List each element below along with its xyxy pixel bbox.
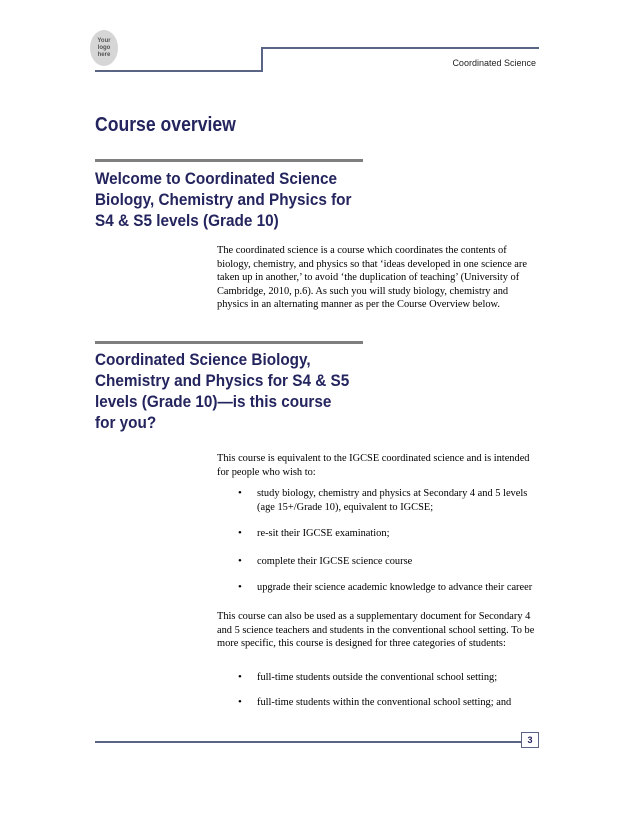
page-title: Course overview (95, 114, 236, 136)
list-item (217, 555, 539, 569)
header-rule-right (261, 47, 539, 49)
list-item (217, 581, 539, 595)
list-item (217, 527, 539, 541)
list-item-text: full-time students within the conventional school setting; and (257, 696, 512, 708)
list-item-text: full-time students outside the conventional school setting; (257, 672, 498, 683)
header-rule-step (261, 47, 263, 72)
list-item (217, 487, 539, 514)
list-item-text: study biology, chemistry and physics at Secondary 4 and 5 levels (age 15+/Grade 10), equivalent to IGCSE; (257, 488, 528, 513)
header-rule-left (95, 70, 263, 72)
page-number: 3 (521, 732, 539, 748)
student-category-list (217, 671, 539, 709)
list-item (217, 696, 539, 710)
intro-paragraph: This course is equivalent to the IGCSE coordinated science and is intended for people who wish to: (217, 453, 530, 478)
bullet-icon: • (238, 671, 242, 683)
welcome-paragraph: The coordinated science is a course which coordinates the contents of biology, chemistry, and physics so that ‘ideas developed in one science are taken up in another,’ to avoid ‘the duplication of teaching’ (University of Cambridge, 2010, p.6). As such you will study biology, chemistry and physics in an alternating manner as per the Course Overview below. (217, 245, 527, 311)
list-item-text: complete their IGCSE science course (257, 555, 413, 567)
bullet-icon: • (238, 487, 242, 499)
audience-list (217, 487, 539, 595)
bullet-icon: • (238, 527, 242, 540)
list-item (217, 671, 539, 685)
bullet-icon: • (238, 695, 242, 708)
bullet-icon: • (238, 554, 242, 567)
list-item-text: upgrade their science academic knowledge to advance their career (257, 582, 533, 594)
section-heading-is-this-for-you: Coordinated Science Biology, Chemistry and Physics for S4 & S5 levels (Grade 10)—is this course for you? (95, 350, 350, 432)
list-item-text: re-sit their IGCSE examination; (257, 528, 390, 540)
section-rule (95, 341, 363, 344)
bullet-icon: • (238, 581, 242, 594)
supplementary-paragraph: This course can also be used as a supplementary document for Secondary 4 and 5 science teachers and students in the conventional school setting. To be more specific, this course is designed for three categories of students: (217, 611, 535, 650)
running-title: Coordinated Science (452, 58, 536, 68)
footer-rule (95, 741, 539, 743)
section-heading-welcome: Welcome to Coordinated Science Biology, Chemistry and Physics for S4 & S5 levels (Grade 10) (95, 169, 352, 230)
logo-placeholder: Your logo here (90, 30, 118, 66)
section-rule (95, 159, 363, 162)
